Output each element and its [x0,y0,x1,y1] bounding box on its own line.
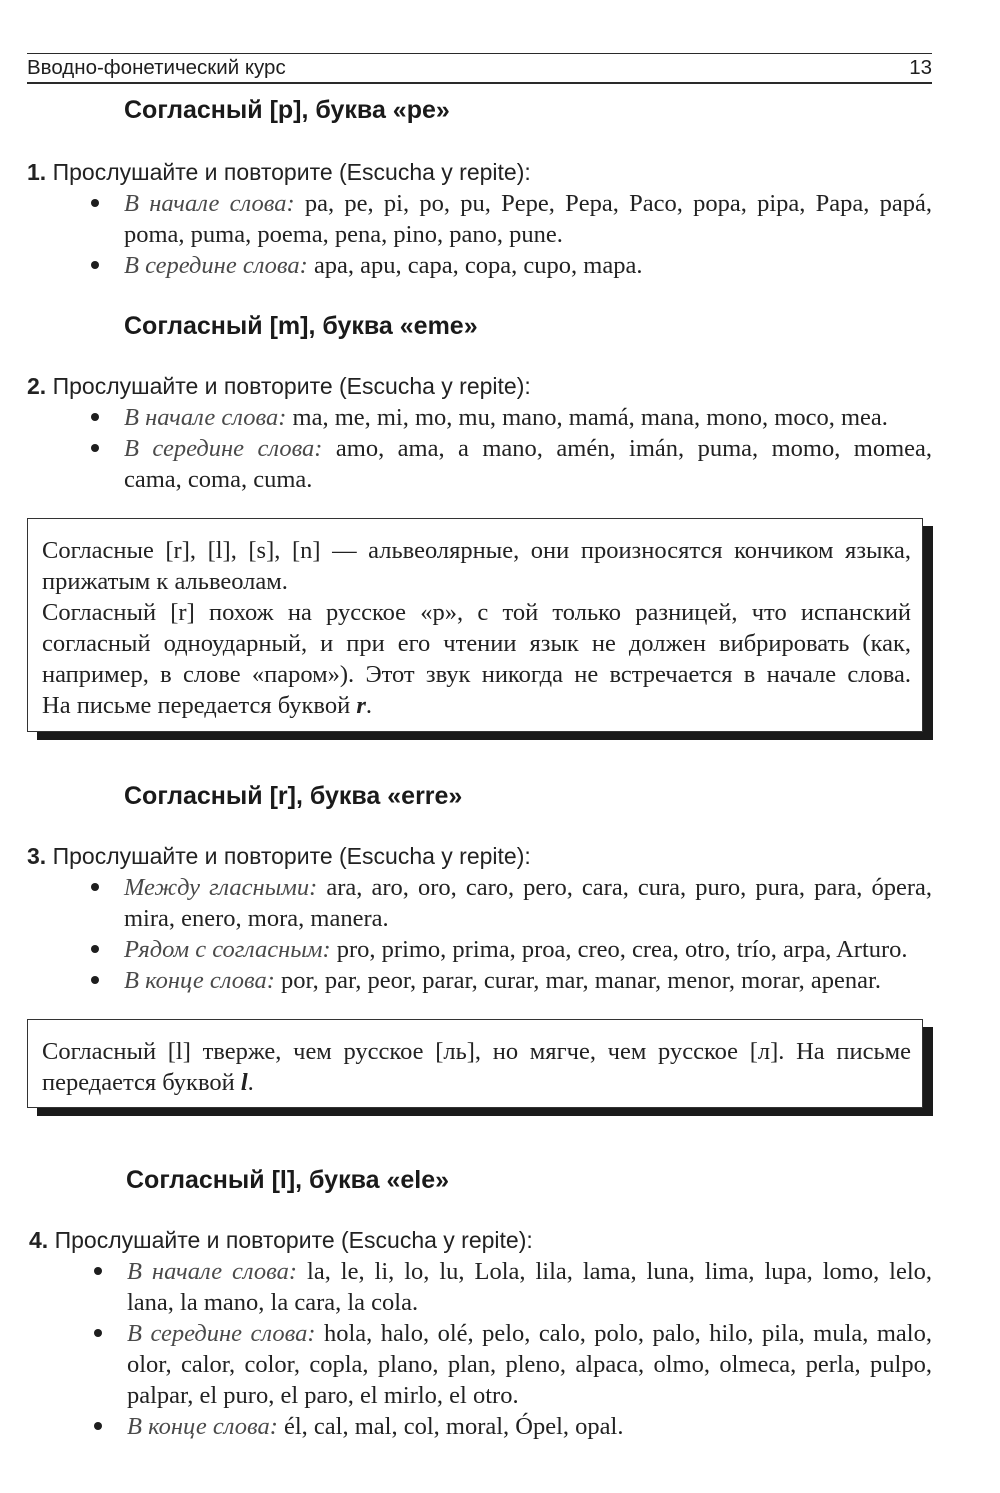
bullet-marker [91,945,99,953]
bullet-item [124,433,932,495]
exercise-number: 1. [27,159,47,185]
bullet-line [124,934,932,965]
bullet-line: palpar, el puro, el paro, el mirlo, el otro. [127,1382,519,1409]
bullet-text: la, le, li, lo, lu, Lola, lila, lama, luna, lima, lupa, lomo, lelo, [307,1258,933,1285]
bullet-text: apa, apu, capa, copa, cupo, mapa. [313,252,643,279]
bullet-marker [94,1329,102,1337]
bullet-marker [94,1267,102,1275]
bullet-text: ma, me, mi, mo, mu, mano, mamá, mana, mono, moco, mea. [292,404,888,431]
bullet-text: ara, aro, oro, caro, pero, cara, cura, puro, pura, para, ópera, [326,874,932,901]
bullet-list [124,188,932,281]
bullet-text: hola, halo, olé, pelo, calo, polo, palo, hilo, pila, mula, malo, [324,1320,932,1347]
bullet-line [127,1318,932,1349]
bullet-line: cama, coma, cuma. [124,466,313,493]
section-heading: Согласный [r], буква «erre» [124,782,463,810]
exercise-instruction-row [27,157,531,188]
exercise-instruction-row [27,841,531,872]
exercise-instruction: Прослушайте и повторите (Escucha y repite): [52,159,531,185]
bullet-line: lana, la mano, la cara, la cola. [127,1289,419,1316]
bullet-list [124,872,932,996]
bullet-item [127,1256,932,1318]
note-line: Согласные [r], [l], [s], [n] — альвеолярные, они произносятся кончиком языка, [42,536,911,564]
bullet-line [124,433,932,464]
bullet-line: mira, enero, mora, manera. [124,905,389,932]
exercise-instruction-row [29,1225,533,1256]
bullet-text: por, par, peor, parar, curar, mar, manar, menor, morar, apenar. [281,967,881,994]
note-box [27,1019,923,1108]
bullet-line [127,1411,932,1442]
page-number: 13 [909,56,932,79]
exercise-instruction-row [27,371,531,402]
bullet-item [124,872,932,934]
exercise-instruction: Прослушайте и повторите (Escucha y repite): [52,373,531,399]
bullet-line [124,402,932,433]
bullet-marker [91,261,99,269]
bullet-label: В середине слова: [124,252,308,279]
bullet-item [124,188,932,250]
bullet-item [127,1318,932,1411]
note-line: Согласный [r] похож на русское «р», с той только разницей, что испанский [42,598,911,626]
bullet-text: amo, ama, a mano, amén, imán, puma, momo, momea, [335,435,933,462]
section-heading: Согласный [p], буква «pe» [124,96,450,124]
bullet-item [127,1411,932,1442]
section-heading: Согласный [l], буква «ele» [126,1166,450,1194]
bullet-marker [91,413,99,421]
bullet-line [124,872,932,903]
bullet-item [124,402,932,433]
exercise-number: 4. [29,1227,49,1253]
bullet-line [124,250,932,281]
note-line: согласный одноударный, и при его чтении язык не должен вибрировать (как, [42,629,911,657]
bullet-list [124,402,932,495]
exercise-number: 3. [27,843,47,869]
bullet-label: В середине слова: [124,435,323,462]
bullet-line: poma, puma, poema, pena, pino, pano, pune. [124,221,563,248]
exercise-instruction: Прослушайте и повторите (Escucha y repite): [52,843,531,869]
bullet-marker [91,883,99,891]
exercise-number: 2. [27,373,47,399]
running-title: Вводно-фонетический курс [27,56,286,79]
note-emphasis-letter: l [240,1068,248,1096]
header-rule-bottom [27,82,932,84]
note-emphasis-letter: r [356,691,366,719]
bullet-label: Между гласными: [124,874,318,901]
note-line: прижатым к альвеолам. [42,567,288,595]
bullet-item [124,965,932,996]
bullet-text: pa, pe, pi, po, pu, Pepe, Pepa, Paco, popa, pipa, Papa, papá, [304,190,932,217]
note-end-punctuation: . [365,691,372,719]
bullet-line: olor, calor, color, copla, plano, plan, pleno, alpaca, olmo, olmeca, perla, pulpo, [127,1351,932,1378]
bullet-marker [91,444,99,452]
bullet-marker [91,199,99,207]
bullet-list [127,1256,932,1442]
bullet-label: В начале слова: [124,190,295,217]
bullet-line [127,1256,932,1287]
bullet-label: В конце слова: [127,1413,278,1440]
note-line: Согласный [l] тверже, чем русское [ль], но мягче, чем русское [л]. На письме [42,1037,911,1065]
bullet-line [124,188,932,219]
note-text: На письме передается буквой [42,691,351,719]
bullet-label: В середине слова: [127,1320,316,1347]
note-line [42,1067,911,1098]
note-line [42,690,911,721]
bullet-item [124,934,932,965]
bullet-marker [94,1422,102,1430]
bullet-label: В начале слова: [124,404,287,431]
bullet-label: В конце слова: [124,967,275,994]
section-heading: Согласный [m], буква «eme» [124,312,478,340]
note-text: передается буквой [42,1068,235,1096]
bullet-text: él, cal, mal, col, moral, Ópel, opal. [284,1413,624,1440]
exercise-instruction: Прослушайте и повторите (Escucha y repite): [54,1227,533,1253]
note-line: например, в слове «паром»). Этот звук никогда не встречается в начале слова. [42,660,911,688]
note-box [27,518,923,732]
bullet-text: pro, primo, prima, proa, creo, crea, otro, trío, arpa, Arturo. [336,936,908,963]
bullet-label: Рядом с согласным: [124,936,331,963]
header-rule-top [27,53,932,54]
bullet-label: В начале слова: [127,1258,298,1285]
note-end-punctuation: . [247,1068,254,1096]
bullet-line [124,965,932,996]
bullet-marker [91,976,99,984]
bullet-item [124,250,932,281]
